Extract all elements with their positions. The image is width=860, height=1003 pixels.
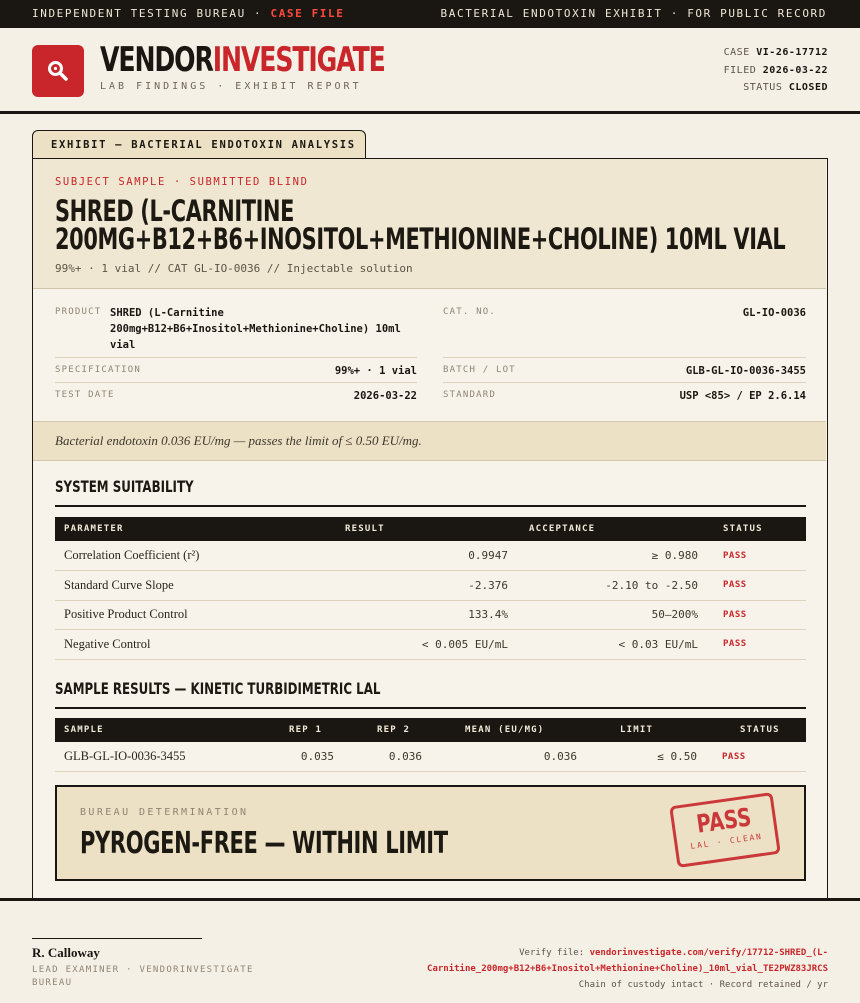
col-status: STATUS: [707, 517, 806, 541]
stamp-main: PASS: [694, 802, 753, 839]
status-badge: PASS: [707, 600, 806, 630]
tagline: LAB FINDINGS · EXHIBIT REPORT: [100, 81, 362, 92]
status-value: CLOSED: [788, 82, 828, 93]
spec-value: 99%+ · 1 vial: [334, 365, 417, 377]
top-strip-right: BACTERIAL ENDOTOXIN EXHIBIT · FOR PUBLIC RECORD: [440, 7, 827, 20]
divider: [443, 382, 806, 383]
table-header-row: [55, 718, 806, 742]
col-parameter: PARAMETER: [55, 517, 255, 541]
parameter-cell: Negative Control: [55, 630, 255, 660]
result-summary-note: Bacterial endotoxin 0.036 EU/mg — passes the limit of ≤ 0.50 EU/mg.: [33, 421, 826, 461]
top-strip-left: [32, 7, 344, 20]
subject-title: SHRED (L-CARNITINE 200MG+B12+B6+INOSITOL+METHIONINE+CHOLINE) 10ML VIAL: [55, 194, 786, 256]
rep1-cell: 0.035: [255, 742, 343, 772]
col-result: RESULT: [255, 517, 517, 541]
cat-value: GL-IO-0036: [742, 307, 806, 319]
custody-note: Chain of custody intact · Record retained / yr: [578, 980, 828, 990]
brand-part-1: VENDOR: [100, 40, 213, 80]
stamp-sub: LAL · CLEAN: [689, 831, 764, 851]
exhibit-tab: EXHIBIT — BACTERIAL ENDOTOXIN ANALYSIS: [32, 130, 366, 159]
divider: [55, 382, 417, 383]
parameter-cell: Correlation Coefficient (r²): [55, 541, 255, 571]
bureau-determination: [55, 785, 806, 881]
filed-value: 2026-03-22: [762, 64, 828, 76]
spec-label: SPECIFICATION: [55, 365, 142, 375]
brand-part-2: INVESTIGATE: [212, 40, 385, 80]
determination-verdict: PYROGEN-FREE — WITHIN LIMIT: [80, 826, 448, 861]
table-row: [55, 600, 806, 630]
signature-line: [32, 938, 202, 939]
verify-link-cont[interactable]: Carnitine_200mg+B12+B6+Inositol+Methionine+Choline)_10ml_vial_TE2PWZ83JRCS: [427, 964, 828, 974]
col-status: STATUS: [706, 718, 806, 742]
verify-link[interactable]: vendorinvestigate.com/verify/17712-SHRED_(L-: [589, 948, 828, 958]
result-cell: < 0.005 EU/mL: [255, 630, 517, 660]
footer: [0, 898, 860, 1003]
divider: [55, 357, 417, 358]
subject-panel: [33, 159, 826, 289]
status-badge: PASS: [707, 541, 806, 571]
limit-cell: ≤ 0.50: [586, 742, 706, 772]
case-number: [724, 44, 828, 62]
col-rep2: REP 2: [343, 718, 431, 742]
rep2-cell: 0.036: [343, 742, 431, 772]
case-meta: [724, 44, 828, 97]
result-cell: -2.376: [255, 571, 517, 601]
divider: [443, 357, 806, 358]
sample-results-heading: SAMPLE RESULTS — KINETIC TURBIDIMETRIC LAL: [55, 679, 381, 698]
suitability-heading: SYSTEM SUITABILITY: [55, 477, 194, 496]
site-header: [0, 28, 860, 114]
section-rule: [55, 707, 806, 709]
signer-name: R. Calloway: [32, 945, 100, 960]
verify-label: Verify file:: [519, 948, 590, 958]
cat-label: CAT. NO.: [443, 307, 496, 317]
table-row: [55, 571, 806, 601]
bureau-label: INDEPENDENT TESTING BUREAU ·: [32, 7, 271, 20]
case-file-label: CASE FILE: [270, 7, 345, 20]
parameter-cell: Positive Product Control: [55, 600, 255, 630]
status-badge: PASS: [706, 742, 806, 772]
standard-value: USP <85> / EP 2.6.14: [679, 390, 806, 402]
status-badge: PASS: [707, 571, 806, 601]
table-row: [55, 541, 806, 571]
subject-kicker: SUBJECT SAMPLE · SUBMITTED BLIND: [55, 176, 309, 188]
section-rule: [55, 505, 806, 507]
col-mean: MEAN (EU/MG): [431, 718, 586, 742]
product-value: SHRED (L-Carnitine 200mg+B12+B6+Inositol+Methionine+Choline) 10ml vial: [110, 307, 401, 351]
determination-label: BUREAU DETERMINATION: [80, 807, 249, 818]
date-label: TEST DATE: [55, 390, 115, 400]
brand-wordmark[interactable]: [100, 40, 385, 80]
col-acceptance: ACCEPTANCE: [517, 517, 707, 541]
status-badge: PASS: [707, 630, 806, 660]
filed-date: [724, 62, 828, 80]
top-strip: [0, 0, 860, 28]
parameter-cell: Standard Curve Slope: [55, 571, 255, 601]
signer-role: LEAD EXAMINER · VENDORINVESTIGATE BUREAU: [32, 965, 254, 988]
date-value: 2026-03-22: [353, 390, 417, 402]
case-label: CASE: [723, 47, 750, 58]
table-row: [55, 630, 806, 660]
standard-label: STANDARD: [443, 390, 496, 400]
table-header-row: [55, 517, 806, 541]
batch-label: BATCH / LOT: [443, 365, 516, 375]
exhibit-card: [32, 158, 828, 899]
acceptance-cell: 50–200%: [517, 600, 707, 630]
filed-label: FILED: [723, 64, 757, 76]
suitability-table: [55, 517, 806, 660]
col-limit: LIMIT: [586, 718, 706, 742]
sample-cell: GLB-GL-IO-0036-3455: [55, 742, 255, 772]
acceptance-cell: ≥ 0.980: [517, 541, 707, 571]
col-sample: SAMPLE: [55, 718, 255, 742]
acceptance-cell: < 0.03 EU/mL: [517, 630, 707, 660]
result-cell: 133.4%: [255, 600, 517, 630]
table-row: [55, 742, 806, 772]
mean-cell: 0.036: [431, 742, 586, 772]
acceptance-cell: -2.10 to -2.50: [517, 571, 707, 601]
sample-results-table: [55, 718, 806, 772]
result-cell: 0.9947: [255, 541, 517, 571]
search-icon: [45, 58, 71, 84]
batch-value: GLB-GL-IO-0036-3455: [685, 365, 806, 377]
pass-stamp: [669, 792, 781, 868]
product-label: PRODUCT: [55, 307, 102, 317]
status-label: STATUS: [743, 82, 783, 93]
logo[interactable]: [32, 45, 84, 97]
col-rep1: REP 1: [255, 718, 343, 742]
verify-block: [368, 945, 828, 993]
case-value: VI-26-17712: [756, 47, 828, 58]
details-grid: [33, 290, 826, 421]
subject-subline: 99%+ · 1 vial // CAT GL-IO-0036 // Injectable solution: [55, 262, 413, 275]
case-status: [724, 79, 828, 97]
